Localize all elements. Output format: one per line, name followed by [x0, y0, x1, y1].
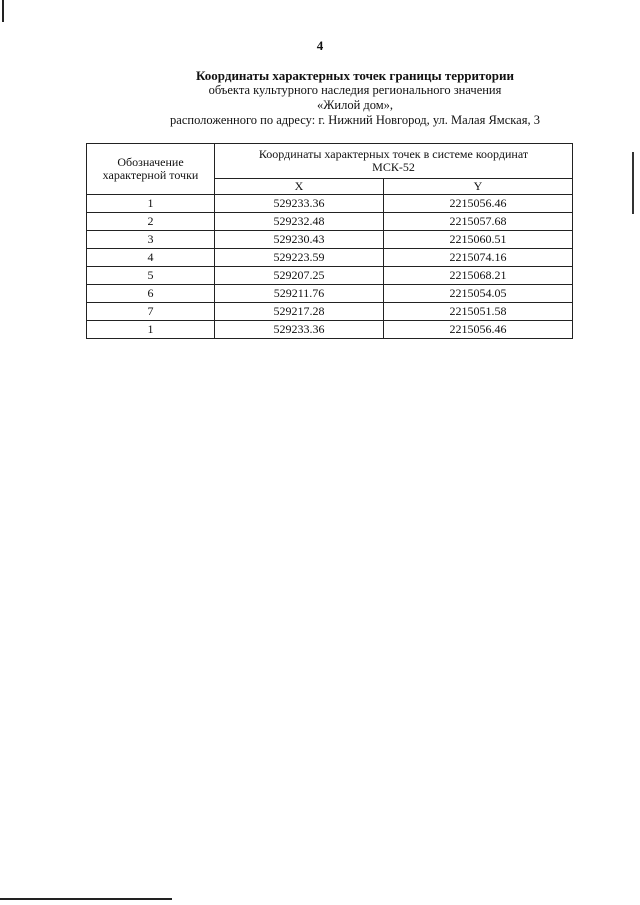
y-cell: 2215057.68 [384, 213, 573, 231]
heading-line-object: объекта культурного наследия регионального значения [208, 83, 502, 97]
x-cell: 529217.28 [215, 303, 384, 321]
page-number: 4 [316, 38, 324, 53]
x-cell: 529207.25 [215, 267, 384, 285]
point-cell: 4 [87, 249, 215, 267]
footer-rule [0, 898, 172, 900]
y-cell: 2215056.46 [384, 195, 573, 213]
heading-line-address: расположенного по адресу: г. Нижний Новгород, ул. Малая Ямская, 3 [170, 113, 540, 127]
y-cell: 2215054.05 [384, 285, 573, 303]
x-cell: 529211.76 [215, 285, 384, 303]
table-row [87, 303, 573, 321]
coordinates-table [86, 143, 573, 339]
coords-header-line1: Координаты характерных точек в системе координат [258, 147, 529, 161]
point-cell: 1 [87, 195, 215, 213]
table-row [87, 321, 573, 339]
y-cell: 2215068.21 [384, 267, 573, 285]
document-heading [120, 68, 590, 128]
x-cell: 529233.36 [215, 321, 384, 339]
table-row [87, 285, 573, 303]
y-column-header: Y [384, 179, 573, 195]
y-cell: 2215074.16 [384, 249, 573, 267]
point-cell: 5 [87, 267, 215, 285]
scan-edge-mark-right [632, 152, 634, 214]
point-cell: 1 [87, 321, 215, 339]
point-cell: 2 [87, 213, 215, 231]
point-header-line2: характерной точки [102, 168, 199, 182]
coords-header-line2: МСК-52 [372, 160, 415, 174]
table-row [87, 213, 573, 231]
y-cell: 2215056.46 [384, 321, 573, 339]
heading-line-name: «Жилой дом», [316, 98, 394, 112]
point-header-line1: Обозначение [117, 155, 184, 169]
point-cell: 7 [87, 303, 215, 321]
x-cell: 529230.43 [215, 231, 384, 249]
coordinates-system-header [215, 144, 573, 179]
y-cell: 2215060.51 [384, 231, 573, 249]
table-row [87, 231, 573, 249]
point-cell: 3 [87, 231, 215, 249]
point-designation-header [87, 144, 215, 195]
point-cell: 6 [87, 285, 215, 303]
x-cell: 529232.48 [215, 213, 384, 231]
y-cell: 2215051.58 [384, 303, 573, 321]
x-column-header: X [215, 179, 384, 195]
scan-edge-mark-left [2, 0, 4, 22]
table-row [87, 267, 573, 285]
table-header-row [87, 144, 573, 179]
heading-title: Координаты характерных точек границы территории [196, 68, 514, 83]
x-cell: 529233.36 [215, 195, 384, 213]
x-cell: 529223.59 [215, 249, 384, 267]
table-row [87, 195, 573, 213]
table-row [87, 249, 573, 267]
